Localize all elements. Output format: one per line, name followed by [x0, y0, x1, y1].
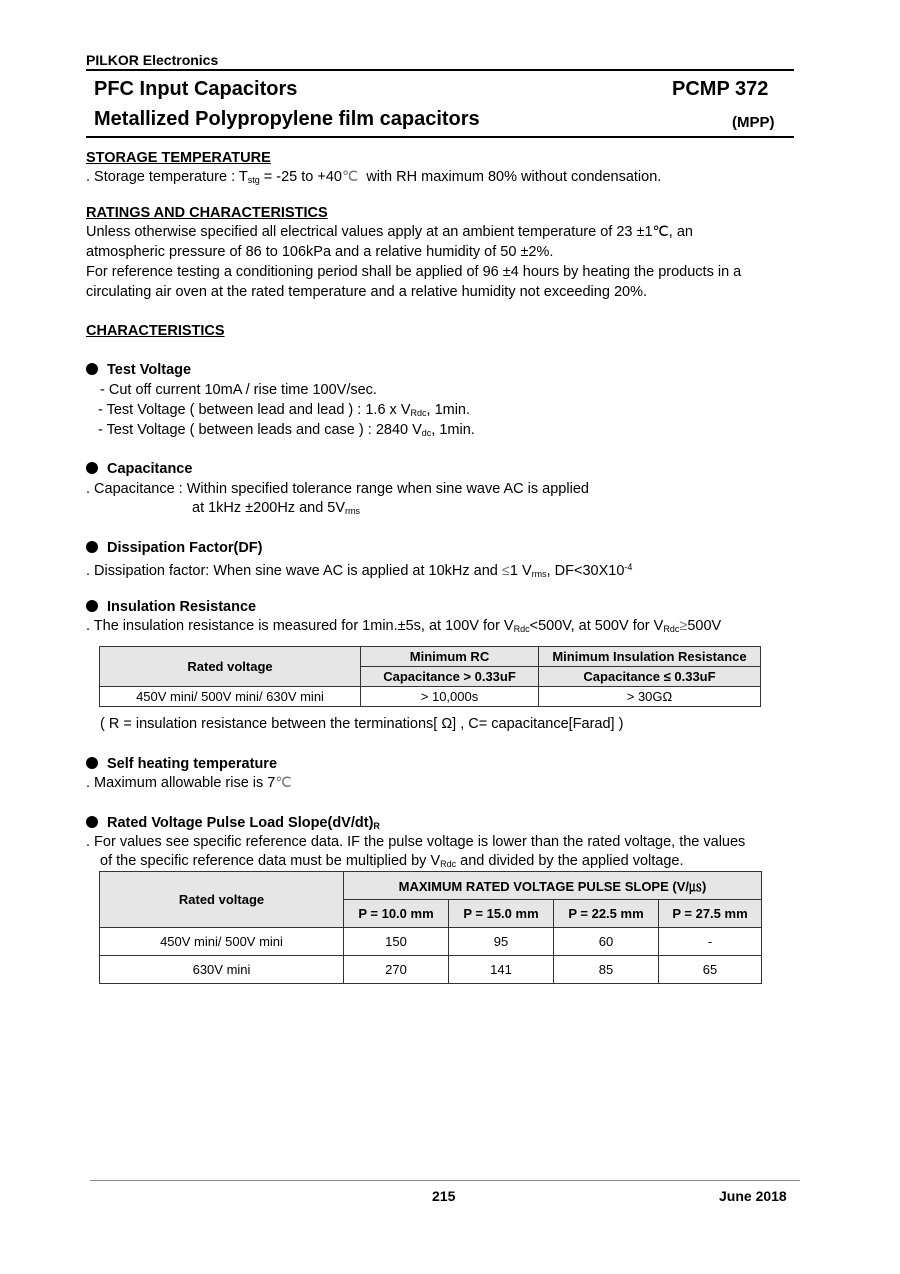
table-row	[100, 687, 761, 707]
le-symbol: ≤	[501, 563, 510, 579]
table-row	[100, 928, 762, 956]
pulse2-end: and divided by the applied voltage.	[456, 853, 684, 869]
pulse2-sub: Rdc	[440, 859, 457, 869]
cell-rc: > 10,000s	[361, 687, 539, 707]
df-sub: rms	[531, 569, 547, 579]
ir-sub-1: Rdc	[513, 624, 530, 634]
pulse-sub: R	[373, 821, 380, 831]
document-subtitle: Metallized Polypropylene film capacitors	[94, 108, 480, 130]
celsius-symbol: ℃	[341, 169, 359, 185]
ratings-line-1: Unless otherwise specified all electrical values apply at an ambient temperature of 23 ±1℃, an	[86, 224, 693, 240]
cap2-sub: rms	[345, 506, 361, 516]
ratings-heading: RATINGS AND CHARACTERISTICS	[86, 205, 328, 221]
self-heating-label: Self heating temperature	[107, 756, 278, 772]
col-minimum-ir: Minimum Insulation Resistance	[539, 647, 761, 667]
capacitance-line-2	[192, 498, 360, 521]
bullet-icon	[86, 757, 98, 769]
pulse2-text: of the specific reference data must be multiplied by V	[100, 853, 441, 869]
footer-rule	[90, 1180, 800, 1181]
cell-voltage: 450V mini/ 500V mini	[100, 928, 344, 956]
type-code: (MPP)	[732, 114, 775, 131]
test-voltage-title	[86, 360, 191, 380]
cell-value: 270	[344, 956, 449, 984]
storage-text: . Storage temperature : T	[86, 169, 248, 185]
cap2-text: at 1kHz ±200Hz and 5V	[192, 500, 346, 516]
col-rated-voltage: Rated voltage	[100, 872, 344, 928]
cell-value: 95	[449, 928, 554, 956]
pulse-label: Rated Voltage Pulse Load Slope(dV/dt)	[107, 815, 374, 831]
ir-label: Insulation Resistance	[107, 599, 257, 615]
col-pitch: P = 15.0 mm	[449, 900, 554, 928]
pulse-slope-table	[99, 871, 762, 984]
cell-value: 60	[554, 928, 659, 956]
df-line-1	[86, 557, 632, 584]
tv3-sub: dc	[421, 428, 432, 438]
company-name: PILKOR Electronics	[86, 52, 219, 68]
tv2-sub: Rdc	[410, 408, 427, 418]
cell-value: 65	[659, 956, 762, 984]
col-minimum-rc: Minimum RC	[361, 647, 539, 667]
df-volt: 1 V	[509, 563, 532, 579]
test-voltage-line-3	[98, 420, 475, 443]
cell-voltage: 630V mini	[100, 956, 344, 984]
storage-condition: with RH maximum 80% without condensation.	[358, 169, 662, 185]
cell-value: 85	[554, 956, 659, 984]
ir-text-3: 500V	[687, 618, 722, 634]
self-heating-title	[86, 754, 277, 774]
pulse-line-1: . For values see specific reference data. IF the pulse voltage is lower than the rated voltage, the values	[86, 834, 746, 850]
capacitance-line-1: . Capacitance : Within specified tolerance range when sine wave AC is applied	[86, 481, 589, 497]
ir-note: ( R = insulation resistance between the terminations[ Ω] , C= capacitance[Farad] )	[100, 716, 624, 732]
cell-voltage: 450V mini/ 500V mini/ 630V mini	[100, 687, 361, 707]
ratings-line-2: atmospheric pressure of 86 to 106kPa and a relative humidity of 50 ±2%.	[86, 244, 554, 260]
ratings-line-4: circulating air oven at the rated temperature and a relative humidity not exceeding 20%.	[86, 284, 647, 300]
celsius-symbol: ℃	[275, 775, 292, 791]
storage-heading: STORAGE TEMPERATURE	[86, 150, 271, 166]
insulation-resistance-table	[99, 646, 761, 707]
cell-value: 150	[344, 928, 449, 956]
storage-subscript: stg	[247, 175, 260, 185]
col-pitch: P = 10.0 mm	[344, 900, 449, 928]
cell-ir: > 30GΩ	[539, 687, 761, 707]
page-number: 215	[432, 1188, 456, 1204]
header-rule	[86, 69, 794, 71]
bullet-icon	[86, 600, 98, 612]
cell-value: 141	[449, 956, 554, 984]
ir-line-1	[86, 616, 721, 639]
table-row	[100, 956, 762, 984]
tv2-text: - Test Voltage ( between lead and lead ) : 1.6 x V	[98, 402, 411, 418]
document-title: PFC Input Capacitors	[94, 78, 298, 100]
tv3-text: - Test Voltage ( between leads and case ) : 2840 V	[98, 422, 422, 438]
self-heating-line	[86, 773, 292, 793]
ge-symbol: ≥	[679, 618, 688, 634]
self-heating-text: . Maximum allowable rise is 7	[86, 775, 276, 791]
ratings-line-3: For reference testing a conditioning period shall be applied of 96 ±4 hours by heating the products in a	[86, 264, 742, 280]
bullet-icon	[86, 816, 98, 828]
col-pitch: P = 22.5 mm	[554, 900, 659, 928]
df-text: . Dissipation factor: When sine wave AC is applied at 10kHz and	[86, 563, 502, 579]
bullet-icon	[86, 363, 98, 375]
df-limit: , DF<30X10	[546, 563, 625, 579]
cell-value: -	[659, 928, 762, 956]
header-bottom-rule	[86, 136, 794, 138]
ir-text-2: <500V, at 500V for V	[529, 618, 664, 634]
publication-date: June 2018	[719, 1188, 787, 1204]
test-voltage-line-1: - Cut off current 10mA / rise time 100V/sec.	[100, 382, 377, 398]
ir-sub-2: Rdc	[663, 624, 680, 634]
df-exponent: -4	[624, 562, 633, 572]
capacitance-label: Capacitance	[107, 461, 193, 477]
col-minimum-ir-condition: Capacitance ≤ 0.33uF	[539, 667, 761, 687]
storage-line	[86, 167, 661, 190]
bullet-icon	[86, 541, 98, 553]
product-code: PCMP 372	[672, 78, 769, 100]
bullet-icon	[86, 462, 98, 474]
col-pitch: P = 27.5 mm	[659, 900, 762, 928]
col-pulse-slope-group: MAXIMUM RATED VOLTAGE PULSE SLOPE (V/㎲)	[344, 872, 762, 900]
capacitance-title	[86, 459, 192, 479]
df-title	[86, 538, 262, 558]
tv2-end: , 1min.	[426, 402, 471, 418]
ir-text: . The insulation resistance is measured for 1min.±5s, at 100V for V	[86, 618, 514, 634]
characteristics-heading: CHARACTERISTICS	[86, 323, 225, 339]
test-voltage-label: Test Voltage	[107, 362, 192, 378]
ir-title	[86, 597, 256, 617]
col-minimum-rc-condition: Capacitance > 0.33uF	[361, 667, 539, 687]
df-label: Dissipation Factor(DF)	[107, 540, 263, 556]
col-rated-voltage: Rated voltage	[100, 647, 361, 687]
tv3-end: , 1min.	[431, 422, 475, 438]
storage-range: = -25 to +40	[259, 169, 342, 185]
